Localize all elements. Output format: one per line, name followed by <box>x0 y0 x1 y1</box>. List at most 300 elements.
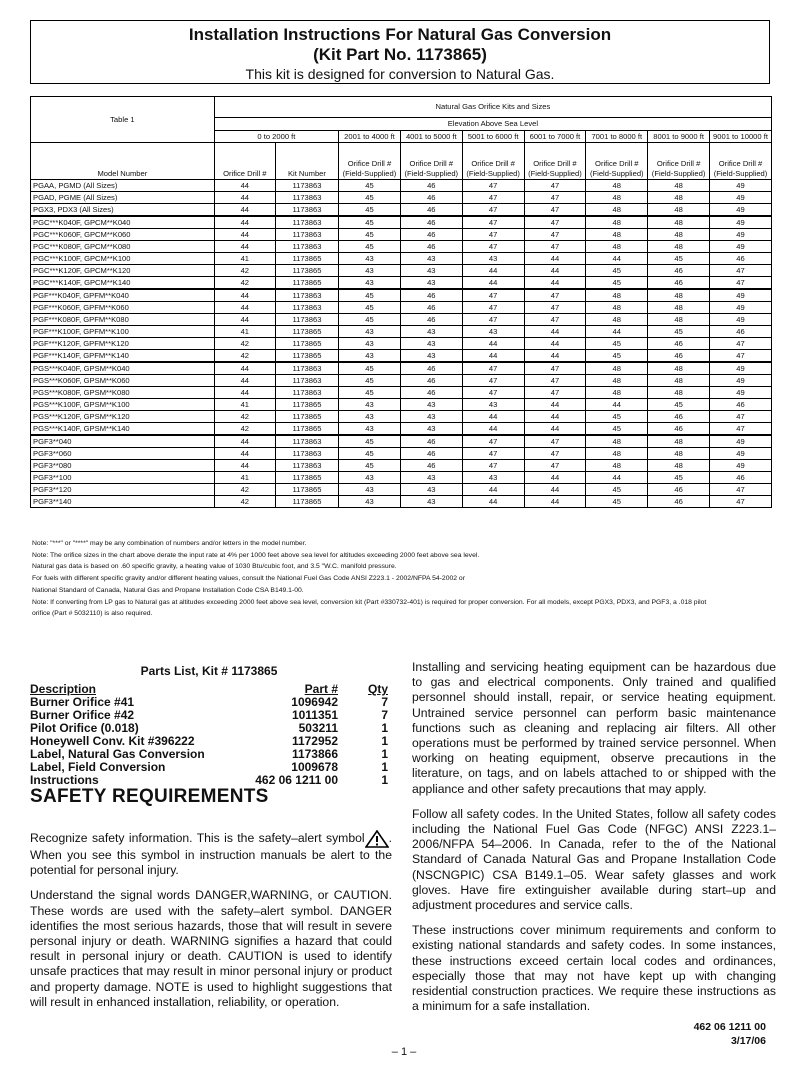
part-number: 1173866 <box>291 747 338 761</box>
orifice-cell: 45 <box>339 375 401 387</box>
model-number-cell: PGC***K080F, GPCM**K080 <box>31 241 215 253</box>
table-row <box>31 216 772 229</box>
orifice-cell: 47 <box>524 387 586 399</box>
orifice-table <box>30 96 772 508</box>
orifice-cell: 44 <box>214 192 275 204</box>
orifice-cell: 49 <box>710 302 772 314</box>
orifice-cell: 44 <box>524 265 586 277</box>
note-line: Natural gas data is based on .60 specific gravity, a heating value of 1030 Btu/cubic foot, and 3.5 "W.C. manifold pressure. <box>32 563 397 571</box>
orifice-cell: 45 <box>586 277 648 290</box>
orifice-cell: 48 <box>586 180 648 192</box>
doc-date: 3/17/06 <box>730 1035 766 1047</box>
orifice-cell: 47 <box>524 216 586 229</box>
table-row <box>31 362 772 375</box>
part-description: Pilot Orifice (0.018) <box>30 721 139 735</box>
orifice-cell: 49 <box>710 448 772 460</box>
orifice-cell: 1173863 <box>275 314 338 326</box>
orifice-cell: 1173863 <box>275 387 338 399</box>
parts-table <box>30 683 388 787</box>
orifice-cell: 45 <box>648 399 710 411</box>
range-header: 7001 to 8000 ft <box>586 131 648 143</box>
orifice-cell: 45 <box>339 204 401 217</box>
orifice-cell: 42 <box>214 265 275 277</box>
orifice-cell: 47 <box>462 375 524 387</box>
orifice-cell: 49 <box>710 241 772 253</box>
orifice-cell: 47 <box>462 216 524 229</box>
orifice-cell: 1173865 <box>275 265 338 277</box>
orifice-cell: 42 <box>214 350 275 363</box>
col-header-field: Orifice Drill # (Field-Supplied) <box>524 143 586 180</box>
safety-paragraph-minimum: These instructions cover minimum requirements and conform to existing national standards and safety codes. In some instances, these instructions exceed certain local codes and ordinances, especially those that may not have kept up with changing residential construction practices. We require these instructions as a minimum for a safe installation. <box>412 923 776 1014</box>
orifice-cell: 47 <box>710 423 772 436</box>
col-header-orifice: Orifice Drill # <box>214 143 275 180</box>
orifice-cell: 44 <box>214 375 275 387</box>
orifice-cell: 43 <box>339 399 401 411</box>
part-description: Burner Orifice #42 <box>30 708 135 722</box>
orifice-cell: 44 <box>214 180 275 192</box>
table-row <box>31 326 772 338</box>
orifice-cell: 45 <box>648 253 710 265</box>
orifice-cell: 42 <box>214 423 275 436</box>
orifice-cell: 47 <box>710 338 772 350</box>
orifice-cell: 47 <box>710 411 772 423</box>
orifice-cell: 46 <box>648 411 710 423</box>
orifice-cell: 1173863 <box>275 229 338 241</box>
orifice-cell: 43 <box>339 350 401 363</box>
orifice-cell: 44 <box>462 423 524 436</box>
note-line: National Standard of Canada, Natural Gas and Propane Installation Code CSA B149.1-00. <box>32 586 304 594</box>
orifice-cell: 42 <box>214 338 275 350</box>
orifice-cell: 46 <box>400 229 462 241</box>
orifice-cell: 44 <box>214 460 275 472</box>
orifice-cell: 1173863 <box>275 448 338 460</box>
orifice-cell: 47 <box>524 229 586 241</box>
model-number-cell: PGF***K080F, GPFM**K080 <box>31 314 215 326</box>
orifice-cell: 46 <box>648 350 710 363</box>
parts-header-part: Part # <box>304 682 338 696</box>
title-box <box>30 20 770 84</box>
orifice-cell: 44 <box>524 472 586 484</box>
part-qty: 7 <box>381 695 388 709</box>
part-qty: 1 <box>381 721 388 735</box>
table-row <box>31 192 772 204</box>
orifice-cell: 41 <box>214 253 275 265</box>
orifice-cell: 45 <box>339 302 401 314</box>
orifice-cell: 48 <box>648 314 710 326</box>
orifice-cell: 45 <box>339 460 401 472</box>
orifice-cell: 49 <box>710 435 772 448</box>
orifice-cell: 1173863 <box>275 204 338 217</box>
orifice-cell: 48 <box>586 448 648 460</box>
orifice-cell: 43 <box>339 253 401 265</box>
orifice-cell: 44 <box>462 338 524 350</box>
col-header-kit: Kit Number <box>275 143 338 180</box>
orifice-cell: 47 <box>710 484 772 496</box>
part-qty: 7 <box>381 708 388 722</box>
table-row <box>31 265 772 277</box>
table-row <box>31 314 772 326</box>
orifice-cell: 47 <box>524 460 586 472</box>
model-number-cell: PGS***K060F, GPSM**K060 <box>31 375 215 387</box>
orifice-cell: 47 <box>462 435 524 448</box>
orifice-cell: 46 <box>400 460 462 472</box>
orifice-cell: 45 <box>339 387 401 399</box>
orifice-cell: 49 <box>710 375 772 387</box>
col-header-field: Orifice Drill # (Field-Supplied) <box>710 143 772 180</box>
orifice-cell: 47 <box>462 241 524 253</box>
orifice-cell: 48 <box>586 302 648 314</box>
model-number-cell: PGC***K120F, GPCM**K120 <box>31 265 215 277</box>
part-qty: 1 <box>381 760 388 774</box>
orifice-cell: 48 <box>648 289 710 302</box>
kits-header: Natural Gas Orifice Kits and Sizes <box>214 97 771 118</box>
orifice-cell: 45 <box>586 496 648 508</box>
orifice-cell: 1173865 <box>275 338 338 350</box>
orifice-cell: 47 <box>462 362 524 375</box>
orifice-table-body <box>31 180 772 508</box>
safety-heading: SAFETY REQUIREMENTS <box>30 786 269 807</box>
model-number-cell: PGC***K140F, GPCM**K140 <box>31 277 215 290</box>
orifice-cell: 47 <box>710 277 772 290</box>
table-row <box>31 496 772 508</box>
orifice-cell: 45 <box>586 411 648 423</box>
orifice-cell: 44 <box>586 472 648 484</box>
orifice-cell: 43 <box>339 423 401 436</box>
orifice-cell: 43 <box>400 496 462 508</box>
table-row <box>31 484 772 496</box>
part-qty: 1 <box>381 747 388 761</box>
range-header: 4001 to 5000 ft <box>400 131 462 143</box>
orifice-cell: 47 <box>524 241 586 253</box>
orifice-cell: 45 <box>339 289 401 302</box>
parts-header-description: Description <box>30 682 97 696</box>
orifice-cell: 47 <box>524 375 586 387</box>
orifice-cell: 48 <box>586 375 648 387</box>
table-row <box>31 472 772 484</box>
orifice-cell: 49 <box>710 314 772 326</box>
orifice-cell: 43 <box>339 338 401 350</box>
orifice-cell: 48 <box>648 435 710 448</box>
model-number-cell: PGF***K060F, GPFM**K060 <box>31 302 215 314</box>
part-description: Label, Natural Gas Conversion <box>30 747 205 761</box>
orifice-cell: 43 <box>339 277 401 290</box>
orifice-cell: 1173863 <box>275 192 338 204</box>
orifice-cell: 48 <box>586 241 648 253</box>
orifice-cell: 48 <box>648 375 710 387</box>
orifice-cell: 45 <box>648 326 710 338</box>
orifice-cell: 1173865 <box>275 326 338 338</box>
part-description: Burner Orifice #41 <box>30 695 135 709</box>
orifice-cell: 46 <box>648 338 710 350</box>
orifice-cell: 44 <box>586 253 648 265</box>
table-row <box>31 180 772 192</box>
model-number-cell: PGF3**140 <box>31 496 215 508</box>
table-notes <box>32 538 772 620</box>
part-number: 462 06 1211 00 <box>255 773 338 787</box>
parts-list-title: Parts List, Kit # 1173865 <box>140 664 278 678</box>
orifice-cell: 47 <box>710 265 772 277</box>
orifice-cell: 49 <box>710 192 772 204</box>
orifice-cell: 47 <box>462 448 524 460</box>
orifice-cell: 46 <box>400 241 462 253</box>
orifice-cell: 46 <box>400 192 462 204</box>
orifice-cell: 44 <box>214 362 275 375</box>
orifice-cell: 43 <box>400 326 462 338</box>
model-number-cell: PGS***K100F, GPSM**K100 <box>31 399 215 411</box>
orifice-cell: 44 <box>214 314 275 326</box>
orifice-cell: 1173863 <box>275 289 338 302</box>
table-row <box>31 338 772 350</box>
orifice-cell: 44 <box>462 496 524 508</box>
safety-paragraph-hazard: Installing and servicing heating equipment can be hazardous due to gas and electrical components. Only trained and qualified personnel should install, repair, or service heating equipment. Untrained service personnel can perform basic maintenance functions such as cleaning and replacing air filters. All other operations must be performed by trained service personnel. When working on heating equipment, observe precautions in the literature, on tags, and on labels attached to or shipped with the appliance and other safety precautions that may apply. <box>412 660 776 796</box>
orifice-cell: 46 <box>648 277 710 290</box>
orifice-cell: 48 <box>648 192 710 204</box>
table-row <box>31 241 772 253</box>
orifice-cell: 43 <box>339 326 401 338</box>
orifice-cell: 45 <box>339 448 401 460</box>
part-number: 1172952 <box>291 734 338 748</box>
model-number-cell: PGAA, PGMD (All Sizes) <box>31 180 215 192</box>
orifice-cell: 46 <box>400 302 462 314</box>
orifice-cell: 49 <box>710 229 772 241</box>
orifice-cell: 44 <box>524 326 586 338</box>
part-number: 1009678 <box>291 760 338 774</box>
orifice-cell: 46 <box>648 423 710 436</box>
orifice-cell: 45 <box>586 423 648 436</box>
orifice-cell: 47 <box>462 229 524 241</box>
orifice-cell: 43 <box>400 399 462 411</box>
orifice-cell: 43 <box>339 484 401 496</box>
model-number-cell: PGF3**040 <box>31 435 215 448</box>
orifice-cell: 46 <box>400 448 462 460</box>
orifice-cell: 41 <box>214 326 275 338</box>
orifice-cell: 48 <box>648 241 710 253</box>
orifice-cell: 48 <box>648 229 710 241</box>
table-label: Table 1 <box>31 97 215 143</box>
table-row <box>31 204 772 217</box>
model-number-cell: PGF3**080 <box>31 460 215 472</box>
orifice-cell: 48 <box>648 180 710 192</box>
model-number-cell: PGF***K140F, GPFM**K140 <box>31 350 215 363</box>
orifice-cell: 46 <box>400 387 462 399</box>
orifice-cell: 45 <box>339 362 401 375</box>
orifice-cell: 44 <box>524 496 586 508</box>
orifice-cell: 48 <box>648 448 710 460</box>
orifice-cell: 44 <box>524 253 586 265</box>
range-header: 5001 to 6000 ft <box>462 131 524 143</box>
orifice-cell: 43 <box>400 253 462 265</box>
col-header-field: Orifice Drill # (Field-Supplied) <box>462 143 524 180</box>
orifice-cell: 45 <box>339 192 401 204</box>
orifice-cell: 45 <box>339 435 401 448</box>
model-number-cell: PGS***K120F, GPSM**K120 <box>31 411 215 423</box>
orifice-cell: 46 <box>400 314 462 326</box>
orifice-cell: 44 <box>524 277 586 290</box>
model-number-cell: PGAD, PGME (All Sizes) <box>31 192 215 204</box>
table-row <box>31 411 772 423</box>
orifice-cell: 1173863 <box>275 375 338 387</box>
model-number-cell: PGF***K040F, GPFM**K040 <box>31 289 215 302</box>
orifice-cell: 43 <box>462 253 524 265</box>
orifice-cell: 49 <box>710 387 772 399</box>
model-number-cell: PGC***K060F, GPCM**K060 <box>31 229 215 241</box>
orifice-cell: 43 <box>400 423 462 436</box>
orifice-cell: 44 <box>462 350 524 363</box>
orifice-cell: 1173865 <box>275 277 338 290</box>
orifice-cell: 44 <box>524 423 586 436</box>
orifice-cell: 48 <box>586 460 648 472</box>
orifice-cell: 49 <box>710 289 772 302</box>
orifice-cell: 44 <box>214 216 275 229</box>
alert-text-b: . When you see this symbol in instruction manuals be alert to the potential for personal injury. <box>30 831 392 878</box>
orifice-cell: 41 <box>214 472 275 484</box>
orifice-cell: 44 <box>214 204 275 217</box>
document-id <box>694 1020 766 1048</box>
orifice-cell: 1173865 <box>275 484 338 496</box>
orifice-cell: 46 <box>710 253 772 265</box>
col-header-field: Orifice Drill # (Field-Supplied) <box>586 143 648 180</box>
orifice-cell: 48 <box>586 216 648 229</box>
orifice-cell: 46 <box>648 484 710 496</box>
orifice-cell: 44 <box>214 448 275 460</box>
table-row <box>31 460 772 472</box>
model-number-cell: PGS***K080F, GPSM**K080 <box>31 387 215 399</box>
safety-left-column <box>30 830 392 1020</box>
orifice-cell: 47 <box>524 180 586 192</box>
orifice-cell: 48 <box>586 204 648 217</box>
orifice-cell: 1173865 <box>275 496 338 508</box>
orifice-cell: 47 <box>462 314 524 326</box>
orifice-cell: 47 <box>524 448 586 460</box>
orifice-cell: 45 <box>339 241 401 253</box>
orifice-cell: 47 <box>524 362 586 375</box>
model-number-cell: PGF***K100F, GPFM**K100 <box>31 326 215 338</box>
orifice-cell: 46 <box>400 204 462 217</box>
orifice-cell: 49 <box>710 460 772 472</box>
orifice-cell: 42 <box>214 484 275 496</box>
orifice-cell: 46 <box>648 265 710 277</box>
orifice-cell: 1173863 <box>275 460 338 472</box>
orifice-cell: 43 <box>339 411 401 423</box>
table-row <box>31 399 772 411</box>
orifice-cell: 1173863 <box>275 216 338 229</box>
orifice-cell: 45 <box>339 314 401 326</box>
note-line: Note: If converting from LP gas to Natural gas at altitudes exceeding 2000 feet above sea level, conversion kit (Part #330732-401) is required for proper conversion. For all models, except PGX3, PDX3, and PGF3, a .018 pilot <box>32 598 707 606</box>
orifice-cell: 43 <box>400 338 462 350</box>
orifice-cell: 43 <box>400 277 462 290</box>
orifice-cell: 47 <box>462 180 524 192</box>
table-row <box>31 423 772 436</box>
range-header: 6001 to 7000 ft <box>524 131 586 143</box>
orifice-cell: 44 <box>214 387 275 399</box>
model-number-cell: PGF3**100 <box>31 472 215 484</box>
document-title: Installation Instructions For Natural Gas Conversion <box>188 25 612 44</box>
orifice-cell: 43 <box>400 265 462 277</box>
orifice-cell: 1173865 <box>275 253 338 265</box>
safety-paragraph-signal-words: Understand the signal words DANGER,WARNING, or CAUTION. These words are used with the safety–alert symbol. DANGER identifies the most serious hazards, those that will result in severe personal injury or death. WARNING signifies a hazard that could result in personal injury or death. CAUTION is used to identify unsafe practices that may result in minor personal injury or product and property damage. NOTE is used to highlight suggestions that will result in enhanced installation, reliability, or operation. <box>30 888 392 1009</box>
table-row <box>31 302 772 314</box>
model-number-cell: PGX3, PDX3 (All Sizes) <box>31 204 215 217</box>
orifice-cell: 48 <box>586 229 648 241</box>
orifice-cell: 49 <box>710 180 772 192</box>
part-number: 1011351 <box>291 708 338 722</box>
orifice-cell: 47 <box>462 289 524 302</box>
orifice-cell: 49 <box>710 362 772 375</box>
orifice-cell: 45 <box>586 265 648 277</box>
orifice-cell: 47 <box>524 204 586 217</box>
orifice-cell: 43 <box>462 326 524 338</box>
col-header-field: Orifice Drill # (Field-Supplied) <box>648 143 710 180</box>
orifice-cell: 47 <box>462 192 524 204</box>
col-header-field: Orifice Drill # (Field-Supplied) <box>339 143 401 180</box>
table-row <box>31 289 772 302</box>
orifice-cell: 48 <box>586 192 648 204</box>
parts-header-qty: Qty <box>367 682 388 696</box>
orifice-cell: 44 <box>462 265 524 277</box>
orifice-cell: 43 <box>400 350 462 363</box>
model-number-cell: PGF3**120 <box>31 484 215 496</box>
orifice-cell: 46 <box>710 399 772 411</box>
orifice-cell: 1173865 <box>275 350 338 363</box>
orifice-cell: 44 <box>524 338 586 350</box>
orifice-cell: 46 <box>710 326 772 338</box>
orifice-cell: 46 <box>400 362 462 375</box>
orifice-cell: 42 <box>214 496 275 508</box>
model-number-cell: PGF3**060 <box>31 448 215 460</box>
range-header: 0 to 2000 ft <box>214 131 338 143</box>
orifice-cell: 45 <box>339 180 401 192</box>
orifice-cell: 45 <box>648 472 710 484</box>
orifice-cell: 49 <box>710 216 772 229</box>
orifice-cell: 43 <box>400 484 462 496</box>
range-header: 2001 to 4000 ft <box>339 131 401 143</box>
orifice-cell: 1173865 <box>275 411 338 423</box>
orifice-cell: 43 <box>400 472 462 484</box>
parts-list <box>30 664 388 787</box>
table-row <box>31 448 772 460</box>
orifice-cell: 1173863 <box>275 241 338 253</box>
orifice-cell: 47 <box>462 387 524 399</box>
table-row <box>31 387 772 399</box>
orifice-cell: 45 <box>586 350 648 363</box>
safety-paragraph-codes: Follow all safety codes. In the United States, follow all safety codes including the National Fuel Gas Code (NFGC) ANSI Z223.1–2006/NFPA 54–2006. In Canada, refer to the of the National Standard of Canada Natural Gas and Propane Installation Code (NSCNGPIC) CSA B149.1–05. Wear safety glasses and work gloves. Have fire extinguisher available during start–up and adjustment procedures and service calls. <box>412 806 776 913</box>
table-row <box>31 277 772 290</box>
safety-paragraph-alert <box>30 830 392 878</box>
orifice-cell: 45 <box>339 216 401 229</box>
orifice-cell: 47 <box>462 302 524 314</box>
note-line: Note: The orifice sizes in the chart above derate the input rate at 4% per 1000 feet above sea level for altitudes exceeding 2000 feet above sea level. <box>32 551 480 559</box>
orifice-cell: 44 <box>524 484 586 496</box>
orifice-cell: 44 <box>214 302 275 314</box>
orifice-cell: 48 <box>648 216 710 229</box>
orifice-cell: 47 <box>524 314 586 326</box>
orifice-cell: 44 <box>214 435 275 448</box>
model-number-cell: PGF***K120F, GPFM**K120 <box>31 338 215 350</box>
orifice-cell: 47 <box>462 460 524 472</box>
note-line: orifice (Part # 5032110) is also required. <box>32 610 153 618</box>
orifice-cell: 48 <box>586 362 648 375</box>
orifice-cell: 42 <box>214 411 275 423</box>
orifice-cell: 47 <box>524 289 586 302</box>
orifice-cell: 41 <box>214 399 275 411</box>
part-number: 503211 <box>298 721 338 735</box>
range-header: 9001 to 10000 ft <box>710 131 772 143</box>
orifice-cell: 44 <box>524 399 586 411</box>
orifice-cell: 48 <box>648 460 710 472</box>
orifice-cell: 48 <box>648 362 710 375</box>
table-row <box>31 253 772 265</box>
orifice-cell: 46 <box>648 496 710 508</box>
